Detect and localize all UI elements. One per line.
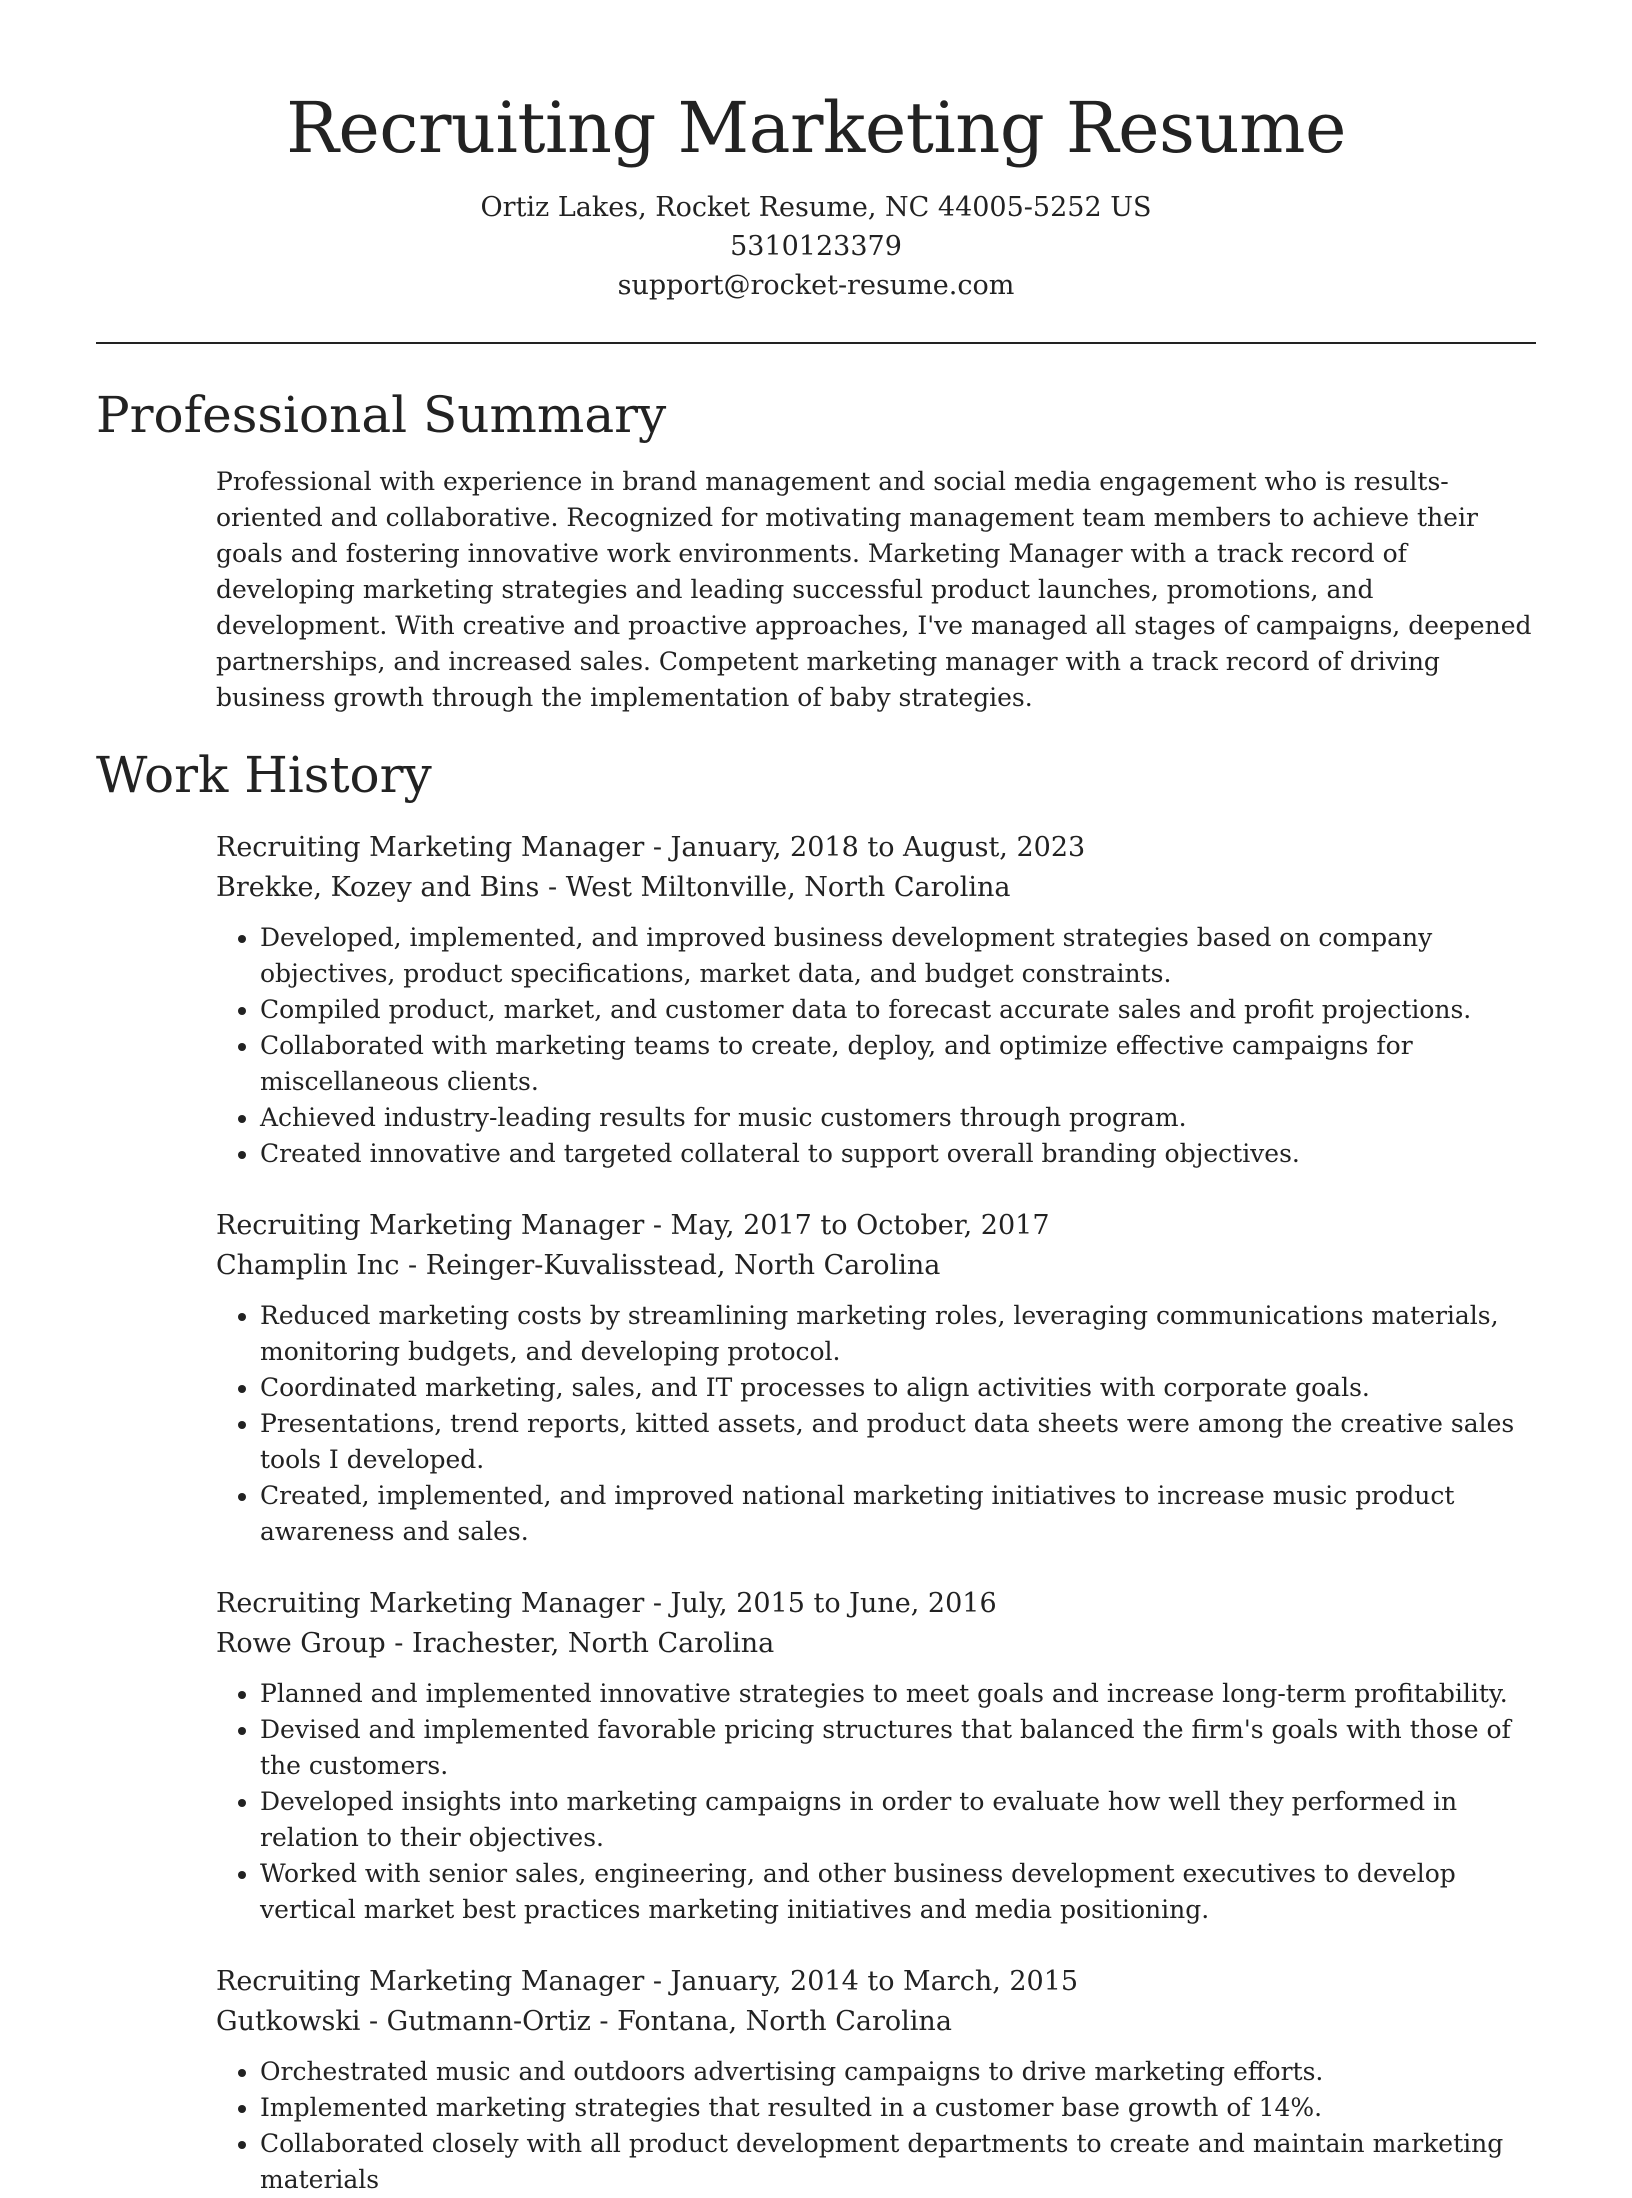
job-bullet: • Created innovative and targeted collateral to support overall branding objectives. [260,1136,1536,1172]
job-bullet: • Planned and implemented innovative strategies to meet goals and increase long-term profitability. [260,1676,1536,1712]
resume-header [0,0,1632,305]
job-company: Gutkowski - Gutmann-Ortiz [216,2006,591,2037]
summary-section [96,380,1536,716]
job-bullet: • Developed, implemented, and improved business development strategies based on company objectives, product specifications, market data, and budget constraints. [260,920,1536,992]
job-title-line [216,1962,1536,2002]
contact-email: support@rocket-resume.com [617,270,1015,301]
job-bullet: • Reduced marketing costs by streamlining marketing roles, leveraging communications materials, monitoring budgets, and developing protocol. [260,1298,1536,1370]
resume-body [96,380,1536,2198]
job-bullet: • Achieved industry-leading results for music customers through program. [260,1100,1536,1136]
job-title-line [216,1584,1536,1624]
job-bullet: • Implemented marketing strategies that resulted in a customer base growth of 14%. [260,2090,1536,2126]
job-entry [216,1962,1536,2198]
job-bullet-list [216,2054,1536,2198]
job-location: - Fontana, North Carolina [590,2006,952,2037]
work-history-heading: Work History [96,746,432,804]
job-position: Recruiting Marketing Manager [216,1210,645,1241]
job-entry [216,1584,1536,1928]
contact-address: Ortiz Lakes, Rocket Resume, NC 44005-5252 US [480,192,1152,223]
job-location: - Irachester, North Carolina [385,1628,775,1659]
job-title-line [216,828,1536,868]
job-dates: - January, 2014 to March, 2015 [644,1966,1079,1997]
job-bullet-list [216,920,1536,1172]
summary-heading: Professional Summary [96,386,667,444]
job-bullet-list [216,1676,1536,1928]
contact-block [0,188,1632,305]
contact-phone: 5310123379 [730,231,902,262]
job-title-line [216,1206,1536,1246]
job-bullet: • Devised and implemented favorable pricing structures that balanced the firm's goals with those of the customers. [260,1712,1536,1784]
job-bullet: • Orchestrated music and outdoors advertising campaigns to drive marketing efforts. [260,2054,1536,2090]
job-bullet: • Collaborated with marketing teams to create, deploy, and optimize effective campaigns for miscellaneous clients. [260,1028,1536,1100]
job-company: Rowe Group [216,1628,386,1659]
job-bullet: • Coordinated marketing, sales, and IT processes to align activities with corporate goals. [260,1370,1536,1406]
work-history-section [96,740,1536,2198]
job-dates: - May, 2017 to October, 2017 [644,1210,1050,1241]
job-position: Recruiting Marketing Manager [216,1966,645,1997]
job-position: Recruiting Marketing Manager [216,832,645,863]
job-bullet: • Developed insights into marketing campaigns in order to evaluate how well they performed in relation to their objectives. [260,1784,1536,1856]
job-entry [216,1206,1536,1550]
job-company-line [216,2002,1536,2042]
job-entry [216,828,1536,1172]
job-position: Recruiting Marketing Manager [216,1588,645,1619]
job-bullet: • Created, implemented, and improved national marketing initiatives to increase music product awareness and sales. [260,1478,1536,1550]
resume-title: Recruiting Marketing Resume [286,87,1346,169]
summary-text: Professional with experience in brand management and social media engagement who is results-oriented and collaborative. Recognized for motivating management team members to achieve their goals and fostering innovative work environments. Marketing Manager with a track record of developing marketing strategies and leading successful product launches, promotions, and development. With creative and proactive approaches, I've managed all stages of campaigns, deepened partnerships, and increased sales. Competent marketing manager with a track record of driving business growth through the implementation of baby strategies. [216,467,1532,712]
job-dates: - July, 2015 to June, 2016 [644,1588,997,1619]
job-bullet: • Collaborated closely with all product development departments to create and maintain marketing materials [260,2126,1536,2198]
job-location: - West Miltonville, North Carolina [539,872,1011,903]
job-company-line [216,868,1536,908]
job-company-line [216,1624,1536,1664]
job-bullet: • Compiled product, market, and customer data to forecast accurate sales and profit projections. [260,992,1536,1028]
job-company: Champlin Inc [216,1250,400,1281]
job-company-line [216,1246,1536,1286]
job-bullet: • Worked with senior sales, engineering, and other business development executives to develop vertical market best practices marketing initiatives and media positioning. [260,1856,1536,1928]
job-bullet: • Presentations, trend reports, kitted assets, and product data sheets were among the creative sales tools I developed. [260,1406,1536,1478]
job-bullet-list [216,1298,1536,1550]
job-company: Brekke, Kozey and Bins [216,872,540,903]
header-divider [96,342,1536,344]
job-location: - Reinger-Kuvalisstead, North Carolina [399,1250,941,1281]
job-dates: - January, 2018 to August, 2023 [644,832,1086,863]
